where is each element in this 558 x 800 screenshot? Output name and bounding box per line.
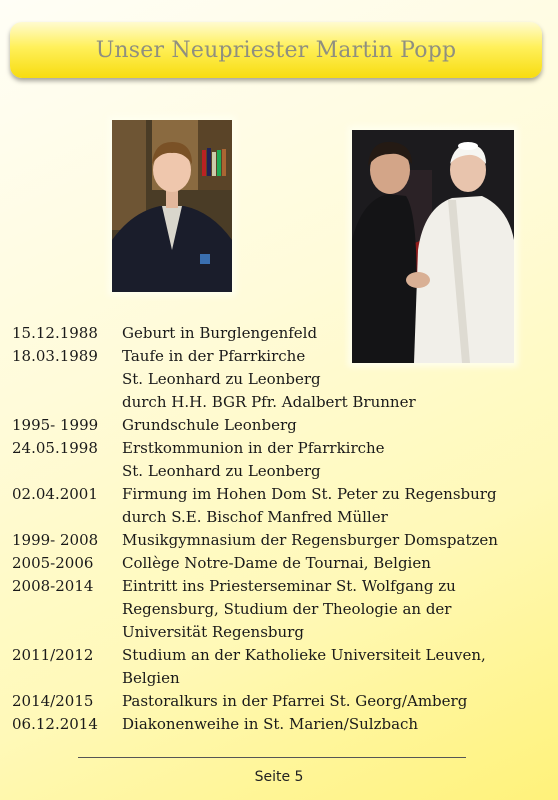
timeline-description-line: Erstkommunion in der Pfarrkirche xyxy=(122,439,385,457)
timeline-description xyxy=(122,414,542,437)
timeline-entry xyxy=(12,690,542,713)
timeline-description-line: Eintritt ins Priesterseminar St. Wolfgang zu xyxy=(122,577,456,595)
timeline-entry xyxy=(12,414,542,437)
timeline-entry xyxy=(12,644,542,690)
timeline-description-line: Diakonenweihe in St. Marien/Sulzbach xyxy=(122,715,419,733)
timeline-entry xyxy=(12,483,542,529)
timeline-description-line: Universität Regensburg xyxy=(122,623,304,641)
timeline-description-line: St. Leonhard zu Leonberg xyxy=(122,462,321,480)
timeline-description xyxy=(122,713,542,736)
timeline-entry xyxy=(12,345,542,414)
timeline-description-line: Pastoralkurs in der Pfarrei St. Georg/Amberg xyxy=(122,692,468,710)
timeline-description-line: Belgien xyxy=(122,669,180,687)
timeline-description xyxy=(122,552,542,575)
childhood-photo xyxy=(112,120,232,292)
timeline-date: 2011/2012 xyxy=(12,646,94,664)
timeline-entry xyxy=(12,713,542,736)
page-number: Seite 5 xyxy=(254,769,304,785)
timeline-entry xyxy=(12,552,542,575)
timeline-description-line: durch H.H. BGR Pfr. Adalbert Brunner xyxy=(122,393,416,411)
biography-timeline xyxy=(12,322,542,736)
timeline-description xyxy=(122,529,542,552)
timeline-description-line: Studium an der Katholieke Universiteit Leuven, xyxy=(122,646,486,664)
timeline-description-line: Geburt in Burglengenfeld xyxy=(122,324,318,342)
timeline-date: 1995- 1999 xyxy=(12,416,99,434)
timeline-description xyxy=(122,575,542,644)
footer-divider xyxy=(78,757,466,758)
timeline-description-line: durch S.E. Bischof Manfred Müller xyxy=(122,508,388,526)
timeline-description xyxy=(122,483,542,529)
timeline-date: 15.12.1988 xyxy=(12,324,98,342)
timeline-description xyxy=(122,437,542,483)
page-title: Unser Neupriester Martin Popp xyxy=(95,37,457,63)
timeline-description xyxy=(122,345,542,414)
timeline-description-line: Grundschule Leonberg xyxy=(122,416,297,434)
timeline-date: 1999- 2008 xyxy=(12,531,99,549)
timeline-description-line: Collège Notre-Dame de Tournai, Belgien xyxy=(122,554,431,572)
timeline-date: 2014/2015 xyxy=(12,692,94,710)
timeline-date: 24.05.1998 xyxy=(12,439,98,457)
timeline-date: 06.12.2014 xyxy=(12,715,98,733)
timeline-entry xyxy=(12,575,542,644)
timeline-date: 18.03.1989 xyxy=(12,347,98,365)
timeline-description-line: Taufe in der Pfarrkirche xyxy=(122,347,306,365)
timeline-entry xyxy=(12,529,542,552)
timeline-date: 2008-2014 xyxy=(12,577,94,595)
title-banner xyxy=(10,22,542,78)
timeline-entry xyxy=(12,322,542,345)
timeline-date: 02.04.2001 xyxy=(12,485,98,503)
timeline-description xyxy=(122,322,542,345)
timeline-description-line: Firmung im Hohen Dom St. Peter zu Regensburg xyxy=(122,485,497,503)
timeline-description xyxy=(122,690,542,713)
timeline-date: 2005-2006 xyxy=(12,554,94,572)
timeline-entry xyxy=(12,437,542,483)
timeline-description-line: Regensburg, Studium der Theologie an der xyxy=(122,600,452,618)
timeline-description xyxy=(122,644,542,690)
timeline-description-line: St. Leonhard zu Leonberg xyxy=(122,370,321,388)
timeline-description-line: Musikgymnasium der Regensburger Domspatzen xyxy=(122,531,498,549)
